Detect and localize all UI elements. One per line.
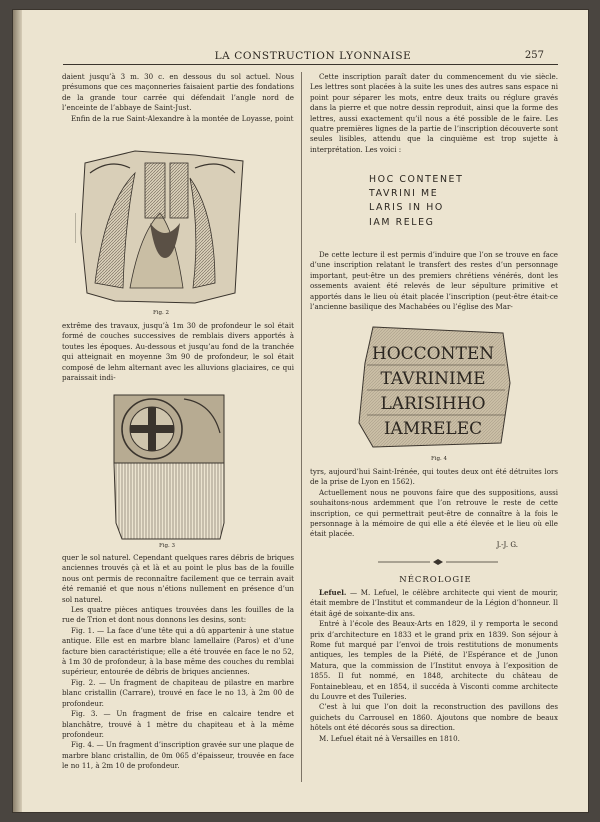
journal-page — [13, 10, 588, 812]
left-paragraph-2: Enfin de la rue Saint-Alexandre à la montée de Loyasse, point — [71, 113, 294, 123]
right-paragraph-3: tyrs, aujourd’hui Saint-Irénée, qui toutes deux ont été détruites lors de la prise de Lyon en 1562). — [310, 467, 558, 487]
inscription-line: IAM RELEG — [369, 216, 435, 228]
figure-2-caption: Fig. 2 — [152, 310, 170, 316]
left-paragraph-fig2: Fig. 2. — Un fragment de chapiteau de pilastre en marbre blanc cristallin (Carrare), trouvé en face le no 13, à 2m 00 de profondeur. — [62, 677, 294, 708]
left-paragraph-3: extrême des travaux, jusqu’à 1m 30 de profondeur le sol était formé de couches successives de remblais divers apportés à toutes les époques. Au-dessous et jusqu’au fond de la tranchée qui atteignait en moyenne 3m 90 de profondeur, le sol était composé de lehm alternant avec les alluvions glaciaires, ce qui paraissait indi- — [62, 321, 294, 383]
section-title-necrologie: NÉCROLOGIE — [399, 575, 472, 585]
figure-3-frieze-fragment — [112, 393, 226, 541]
stone-line-4: IAMRELEC — [383, 419, 483, 439]
left-paragraph-fig3: Fig. 3. — Un fragment de frise en calcaire tendre et blanchâtre, trouvé à 1 mètre du chapiteau et à la même profondeur. — [62, 709, 294, 739]
left-paragraph-fig1: Fig. 1. — La face d’une tête qui a dû appartenir à une statue antique. Elle est en marbre blanc lamellaire (Paros) et d’une facture bien caractéristique; elle a été trouvée en face le no 52, à 1m 30 de profondeur, à la base même des couches du remblai supérieur, entourée de débris de briques anciennes. — [62, 625, 294, 677]
stone-line-2: TAVRINIME — [380, 369, 486, 389]
left-column-bottom — [62, 553, 294, 772]
column-divider — [301, 72, 302, 782]
left-paragraph-1: daient jusqu’à 3 m. 30 c. en dessous du sol actuel. Nous présumons que ces maçonneries faisaient partie des fondations de la grande tour carrée qui défendait l’angle nord de l’enceinte de l’abbaye de Saint-Just. — [62, 72, 294, 113]
left-paragraph-4: quer le sol naturel. Cependant quelques rares débris de briques anciennes trouvés çà et là et au point le plus bas de la fouille nous ont permis de reconnaître facilement que ce terrain avait été remanié et que nous n’étions nullement en présence d’un sol naturel. — [62, 553, 294, 604]
right-column-lower — [310, 467, 558, 550]
inscription-transcription — [369, 173, 519, 230]
right-column-top — [310, 72, 558, 155]
stone-line-3: LARISIHHO — [380, 394, 486, 414]
obituary-paragraph-1: — M. Lefuel, le célèbre architecte qui vient de mourir, était membre de l’Institut et commandeur de la Légion d’honneur. Il était âgé de soixante-dix ans. — [310, 588, 558, 618]
inscription-line: LARIS IN HO — [369, 202, 444, 214]
obituary-paragraph-4: M. Lefuel était né à Versailles en 1810. — [319, 733, 460, 743]
figure-2-capital-fragment — [75, 143, 247, 308]
stone-line-1: HOCCONTEN — [371, 344, 495, 364]
inscription-line: TAVRINI ME — [369, 188, 439, 200]
obituary-paragraph-2: Entré à l’école des Beaux-Arts en 1829, il y remporta le second prix d’architecture en 1833 et le grand prix en 1839. Son séjour à Rome fut marqué par l’envoi de trois restitutions de monuments antiques, les temples de la Piété, de l’Espérance et de Junon Matura, que la commission de l’Institut envoya à l’exposition de 1855. Il fut nommé, en 1848, architecte du château de Fontainebleau, et en 1854, il succéda à Visconti comme architecte du Louvre et des Tuileries. — [310, 619, 558, 702]
right-paragraph-2: De cette lecture il est permis d’induire que l’on se trouve en face d’une inscription relatant le transfert des restes d’un personnage important, peut-être un des premiers chrétiens vénérés, dont les ossements avaient été relevés de leur sépulture primitive et apportés dans le lieu où était placée l’inscription (peut-être était-ce l’ancienne basilique des Machabées ou l’église des Mar- — [310, 250, 558, 312]
left-column-top — [62, 72, 294, 124]
right-column-obituary — [310, 588, 558, 744]
page-number: 257 — [524, 50, 544, 61]
obituary-paragraph-3: C’est à lui que l’on doit la reconstruction des pavillons des guichets du Carrousel en 1860. Ajoutons que nombre de beaux hôtels ont été décorés sous sa direction. — [310, 702, 558, 733]
section-divider-ornament — [378, 559, 498, 565]
page-header-title: LA CONSTRUCTION LYONNAISE — [214, 50, 412, 62]
obituary-name: Lefuel. — [319, 588, 347, 597]
right-paragraph-4: Actuellement nous ne pouvons faire que des suppositions, aussi souhaitons-nous ardemment que l’on retrouve le reste de cette inscription, ce qui permettrait peut-être de connaître à la fois le personnage à la mémoire de qui elle a été élevée et le lieu où elle était placée. — [310, 487, 558, 539]
article-signature: J.-J. G. — [496, 539, 518, 549]
left-column-middle — [62, 321, 294, 383]
left-paragraph-fig4: Fig. 4. — Un fragment d’inscription gravée sur une plaque de marbre blanc cristallin, de 0m 065 d’épaisseur, trouvée en face le no 11, à 2m 10 de profondeur. — [62, 740, 294, 771]
figure-4-caption: Fig. 4 — [430, 456, 448, 462]
right-column-middle — [310, 250, 558, 312]
right-paragraph-1: Cette inscription paraît dater du commencement du vie siècle. Les lettres sont placées à la suite les unes des autres sans espace ni point pour séparer les mots, entre deux traits ou réglure gravés dans la pierre et que notre dessin reproduit, ainsi que la forme des lettres, aussi exactement qu’il nous a été possible de le faire. Les quatre premières lignes de la partie de l’inscription découverte sont seules lisibles, attendu que la cinquième est trop sujette à interprétation. Les voici : — [310, 72, 558, 154]
inscription-line: HOC CONTENET — [369, 174, 464, 185]
header-rule — [63, 64, 558, 65]
figure-3-caption: Fig. 3 — [158, 543, 176, 549]
page-binding-edge — [13, 10, 22, 812]
figure-4-inscription-stone — [353, 323, 513, 451]
left-paragraph-5: Les quatre pièces antiques trouvées dans les fouilles de la rue de Trion et dont nous donnons les desins, sont: — [62, 605, 294, 625]
